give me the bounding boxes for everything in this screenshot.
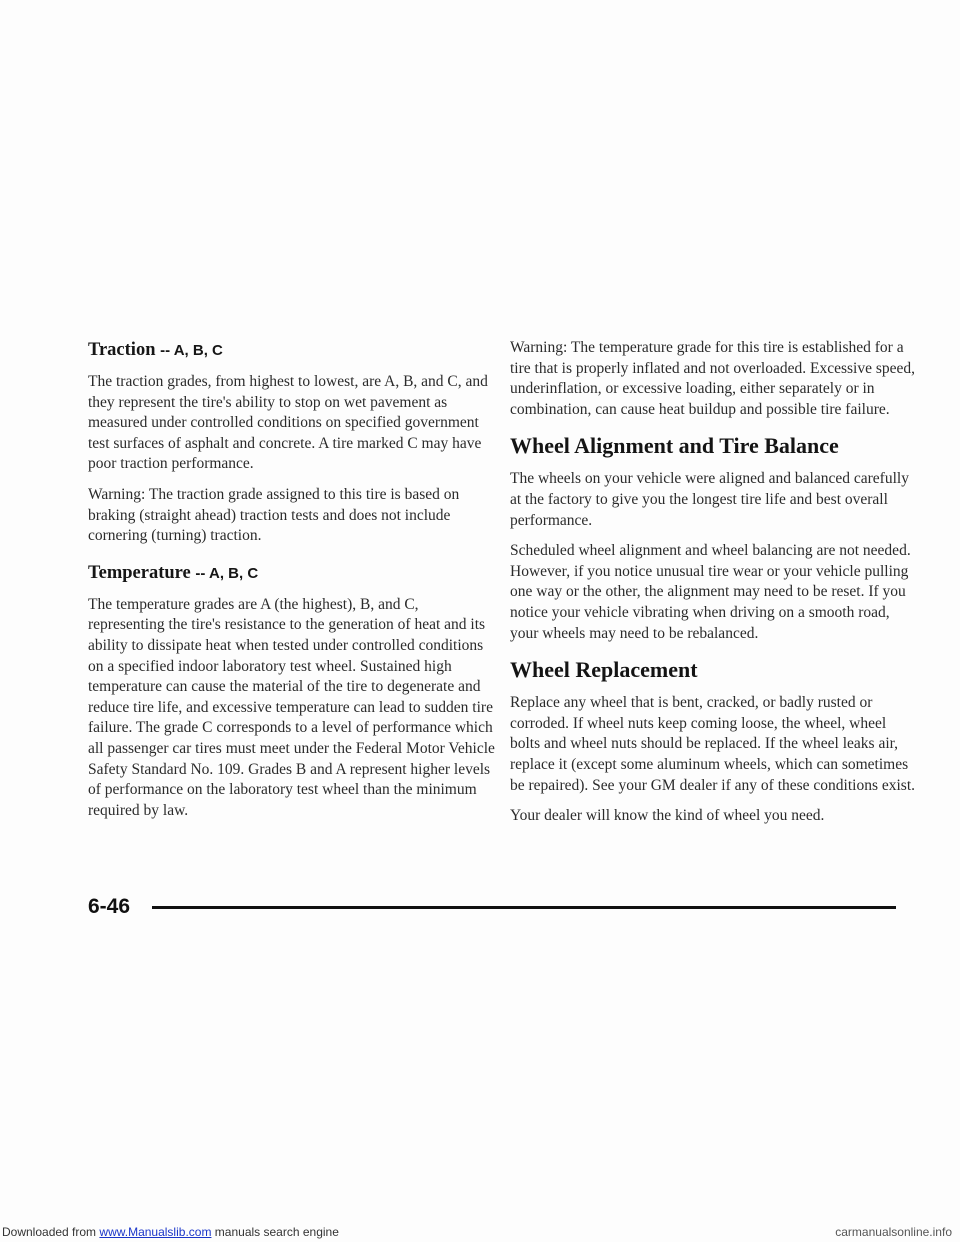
page-footer: [88, 892, 896, 922]
replacement-paragraph-1: Replace any wheel that is bent, cracked, or badly rusted or corroded. If wheel nuts keep coming loose, the wheel, wheel bolts and wheel nuts should be replaced. If the wheel leaks air, replace it (except some aluminum wheels, which can sometimes be repaired). See your GM dealer if any of these conditions exist.: [510, 694, 916, 794]
page-number: 6-46: [88, 895, 131, 918]
temperature-warning-paragraph: Warning: The temperature grade for this tire is established for a tire that is properly inflated and not overloaded. Excessive speed, underinflation, or excessive loading, either separately or in combination, can cause heat buildup and possible tire failure.: [510, 339, 916, 418]
alignment-paragraph-2: Scheduled wheel alignment and wheel balancing are not needed. However, if you notice unusual tire wear or your vehicle pulling one way or the other, the alignment may need to be reset. If you notice your vehicle vibrating when driving on a smooth road, your wheels may need to be rebalanced.: [510, 542, 911, 642]
alignment-paragraph-1: The wheels on your vehicle were aligned and balanced carefully at the factory to give you the longest tire life and best overall performance.: [510, 470, 909, 529]
right-column: [510, 338, 920, 837]
wheel-alignment-title: Wheel Alignment and Tire Balance: [510, 433, 839, 459]
temperature-grades: -- A, B, C: [195, 564, 259, 582]
traction-grades: -- A, B, C: [160, 342, 223, 359]
traction-paragraph-1: The traction grades, from highest to lowest, are A, B, and C, and they represent the tire's ability to stop on wet pavement as measured under controlled conditions on specified government test surfaces of asphalt and concrete. A tire marked C may have poor traction performance.: [88, 373, 488, 473]
traction-warning-paragraph: Warning: The traction grade assigned to this tire is based on braking (straight ahead) traction tests and does not include cornering (turning) traction.: [88, 485, 460, 545]
watermark-text: carmanualsonline.info: [835, 1225, 952, 1239]
left-column: [88, 338, 498, 831]
temperature-paragraph-1: The temperature grades are A (the highest), B, and C, representing the tire's resistance to the generation of heat and its ability to dissipate heat when tested under controlled conditions on a specified indoor laboratory test wheel. Sustained high temperature can cause the material of the tire to degenerate and reduce tire life, and excessive temperature can lead to sudden tire failure. The grade C corresponds to a level of performance which all passenger car tires must meet under the Federal Motor Vehicle Safety Standard No. 109. Grades B and A represent higher levels of performance on the laboratory test wheel than the minimum required by law.: [88, 595, 495, 819]
manualslib-link[interactable]: www.Manualslib.com: [99, 1225, 212, 1239]
replacement-paragraph-2: Your dealer will know the kind of wheel you need.: [510, 807, 825, 825]
temperature-heading: Temperature -- A, B, C: [88, 562, 259, 583]
traction-heading: Traction -- A, B, C: [88, 340, 223, 360]
wheel-replacement-title: Wheel Replacement: [510, 657, 698, 683]
download-credit: Downloaded from www.Manualslib.com manuals search engine: [2, 1225, 339, 1239]
footer-rule: [152, 906, 896, 909]
download-bar: [0, 1222, 960, 1242]
